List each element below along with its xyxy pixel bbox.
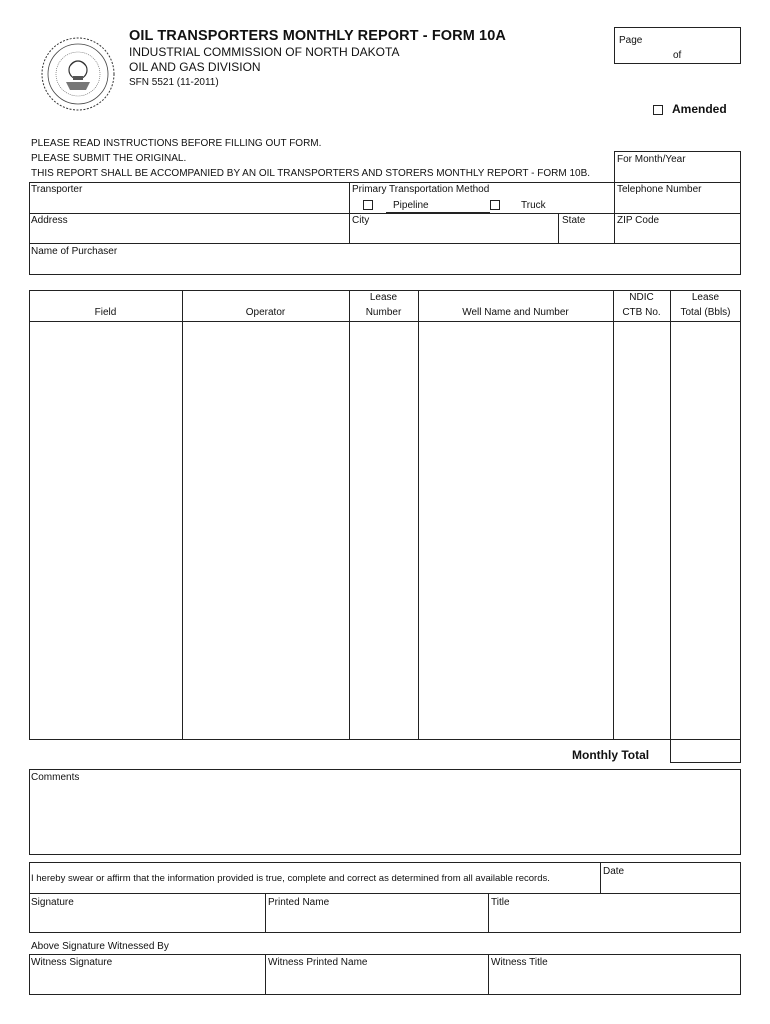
date-field[interactable]: [601, 878, 740, 892]
purchaser-label: Name of Purchaser: [31, 246, 118, 257]
telephone-field[interactable]: [615, 196, 740, 212]
of-label: of: [673, 50, 682, 61]
zip-label: ZIP Code: [617, 215, 660, 226]
header-operator: Operator: [245, 307, 286, 318]
title-field[interactable]: [489, 909, 740, 932]
header-lease-line1: Lease: [369, 292, 398, 303]
form-number: SFN 5521 (11-2011): [129, 77, 219, 88]
monthly-total-label: Monthly Total: [572, 748, 650, 762]
comments-label: Comments: [31, 772, 80, 783]
page-box[interactable]: [614, 27, 741, 64]
division-name: OIL AND GAS DIVISION: [129, 60, 261, 74]
transporter-field[interactable]: [30, 196, 348, 212]
operator-column-entry[interactable]: [183, 322, 348, 739]
signature-field[interactable]: [30, 909, 264, 932]
witness-signature-label: Witness Signature: [31, 957, 113, 968]
header-field: Field: [94, 307, 117, 318]
field-column-entry[interactable]: [30, 322, 181, 739]
lease-total-column-entry[interactable]: [671, 322, 740, 739]
page-label: Page: [619, 35, 643, 46]
state-seal-icon: [40, 36, 116, 112]
city-field[interactable]: [350, 227, 557, 243]
city-label: City: [352, 215, 370, 226]
pipeline-label: Pipeline: [393, 200, 429, 211]
signature-label: Signature: [31, 897, 74, 908]
pipeline-checkbox[interactable]: [363, 200, 373, 210]
header-ndic-line1: NDIC: [629, 292, 654, 303]
address-label: Address: [31, 215, 68, 226]
header-well: Well Name and Number: [462, 307, 569, 318]
transporter-label: Transporter: [31, 184, 83, 195]
lease-number-column-entry[interactable]: [350, 322, 417, 739]
ndic-column-entry[interactable]: [614, 322, 669, 739]
date-label: Date: [603, 866, 625, 877]
witness-title-field[interactable]: [489, 969, 740, 994]
certification-statement: I hereby swear or affirm that the information provided is true, complete and correct as determined from all available records.: [31, 873, 550, 884]
header-lease-line2: Number: [365, 307, 402, 318]
witness-printed-name-field[interactable]: [266, 969, 487, 994]
truck-checkbox[interactable]: [490, 200, 500, 210]
amended-label: Amended: [672, 102, 727, 116]
agency-name: INDUSTRIAL COMMISSION OF NORTH DAKOTA: [129, 45, 400, 59]
monthly-total-field[interactable]: [670, 739, 741, 763]
amended-checkbox[interactable]: [653, 105, 663, 115]
instruction-form10b: THIS REPORT SHALL BE ACCOMPANIED BY AN OIL TRANSPORTERS AND STORERS MONTHLY REPORT - FORM 10B.: [31, 168, 591, 179]
witness-title-label: Witness Title: [491, 957, 548, 968]
instruction-submit: PLEASE SUBMIT THE ORIGINAL.: [31, 153, 187, 164]
printed-name-field[interactable]: [266, 909, 487, 932]
printed-name-label: Printed Name: [268, 897, 330, 908]
purchaser-field[interactable]: [29, 243, 741, 275]
primary-method-label: Primary Transportation Method: [352, 184, 490, 195]
state-label: State: [562, 215, 586, 226]
witness-signature-field[interactable]: [30, 969, 264, 994]
well-column-entry[interactable]: [419, 322, 612, 739]
truck-label: Truck: [521, 200, 546, 211]
title-label: Title: [491, 897, 510, 908]
instruction-read: PLEASE READ INSTRUCTIONS BEFORE FILLING OUT FORM.: [31, 138, 322, 149]
header-total-line2: Total (Bbls): [680, 307, 731, 318]
address-field[interactable]: [30, 227, 348, 243]
form-title: OIL TRANSPORTERS MONTHLY REPORT - FORM 10A: [129, 28, 506, 44]
comments-field[interactable]: [29, 769, 741, 855]
witness-heading: Above Signature Witnessed By: [31, 941, 169, 952]
header-ndic-line2: CTB No.: [622, 307, 661, 318]
header-total-line1: Lease: [691, 292, 720, 303]
month-year-label: For Month/Year: [617, 154, 686, 165]
telephone-label: Telephone Number: [617, 184, 702, 195]
witness-printed-name-label: Witness Printed Name: [268, 957, 368, 968]
